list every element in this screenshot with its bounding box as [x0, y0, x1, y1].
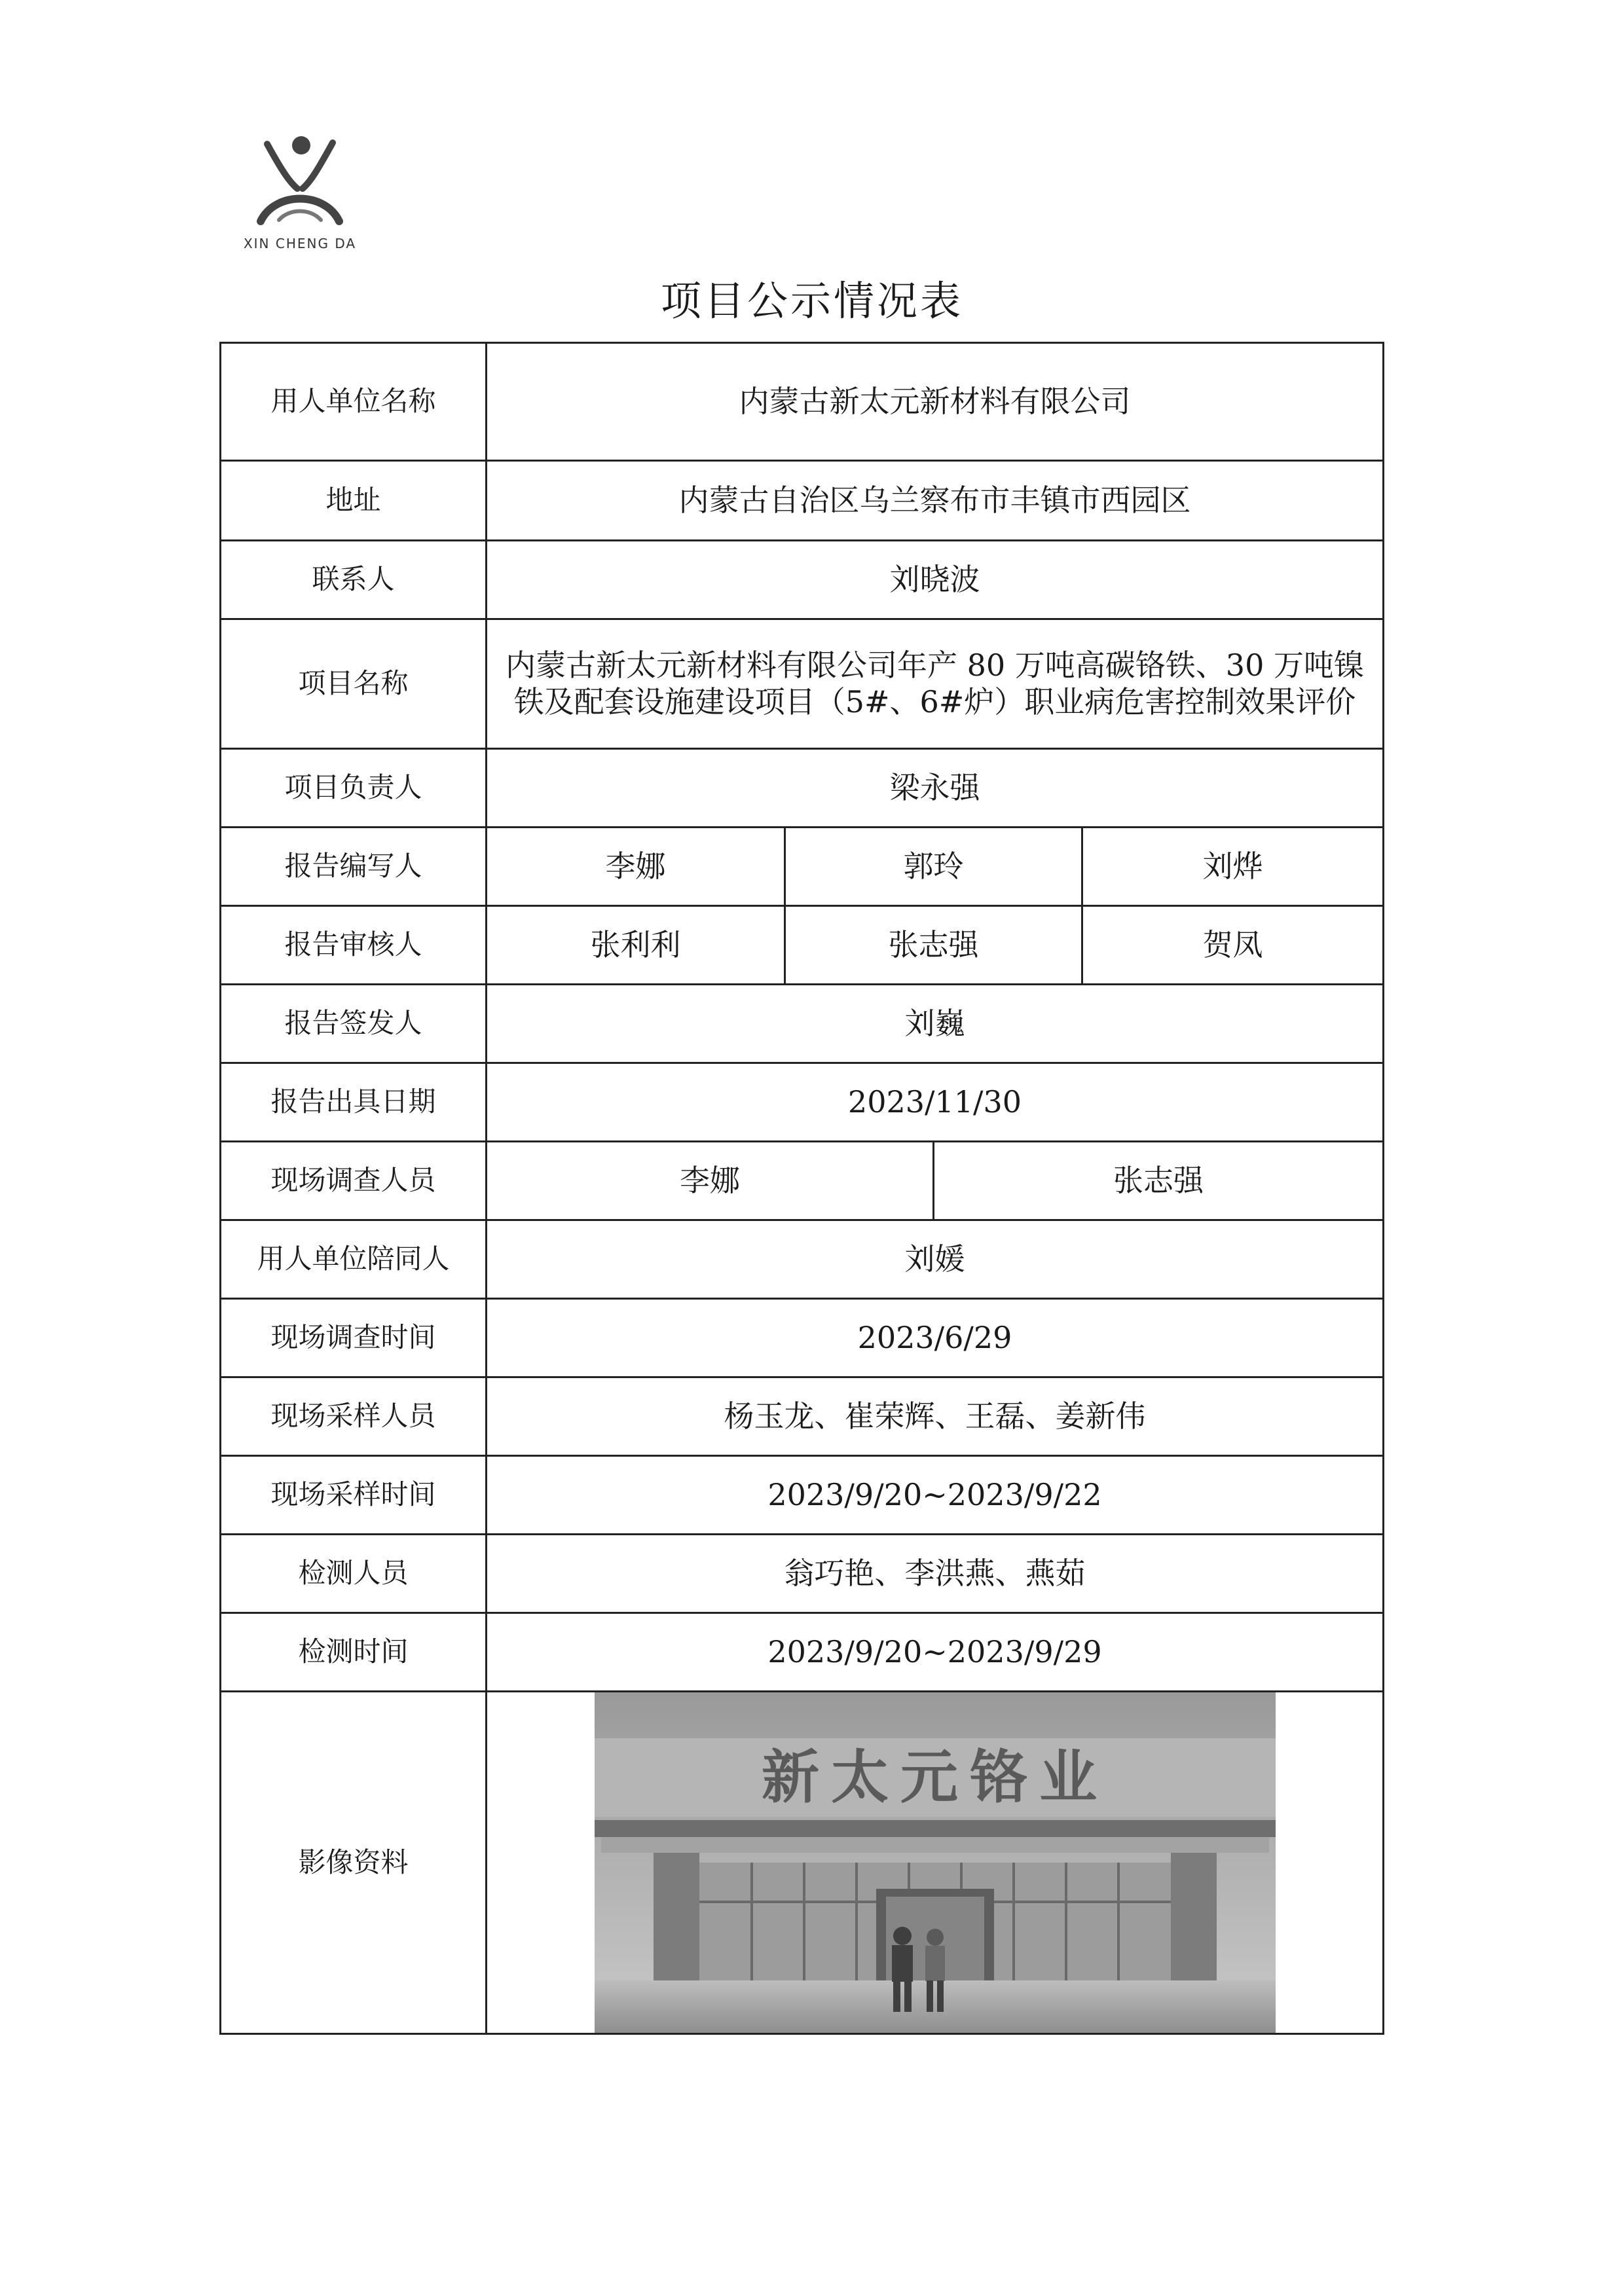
- value-project: 内蒙古新太元新材料有限公司年产 80 万吨高碳铬铁、30 万吨镍铁及配套设施建设项目（5#、6#炉）职业病危害控制效果评价: [487, 619, 1384, 749]
- value-address: 内蒙古自治区乌兰察布市丰镇市西园区: [487, 461, 1384, 541]
- page-title: 项目公示情况表: [660, 277, 963, 325]
- label-surveyors: 现场调查人员: [221, 1142, 487, 1220]
- row-project: [221, 619, 1384, 749]
- row-issue-date: [221, 1063, 1384, 1142]
- reviewer-1: 张利利: [487, 906, 785, 985]
- value-sample-time: 2023/9/20~2023/9/22: [487, 1456, 1384, 1535]
- value-test-time: 2023/9/20~2023/9/29: [487, 1613, 1384, 1692]
- writer-1: 李娜: [487, 828, 785, 906]
- label-project: 项目名称: [221, 619, 487, 749]
- value-leader: 梁永强: [487, 749, 1384, 828]
- site-photo: [595, 1692, 1276, 2033]
- row-issuer: [221, 985, 1384, 1063]
- image-cell: [487, 1692, 1384, 2034]
- logo-text: XIN CHENG DA: [243, 236, 357, 251]
- label-survey-time: 现场调查时间: [221, 1299, 487, 1377]
- row-leader: [221, 749, 1384, 828]
- row-sample-time: [221, 1456, 1384, 1535]
- row-reviewers: [221, 906, 1384, 985]
- label-testers: 检测人员: [221, 1535, 487, 1613]
- label-sample-time: 现场采样时间: [221, 1456, 487, 1535]
- row-address: [221, 461, 1384, 541]
- reviewer-3: 贺凤: [1082, 906, 1384, 985]
- label-contact: 联系人: [221, 541, 487, 619]
- row-survey-time: [221, 1299, 1384, 1377]
- row-writers: [221, 828, 1384, 906]
- value-contact: 刘晓波: [487, 541, 1384, 619]
- value-testers: 翁巧艳、李洪燕、燕茹: [487, 1535, 1384, 1613]
- row-test-time: [221, 1613, 1384, 1692]
- surveyor-1: 李娜: [487, 1142, 934, 1220]
- building-photo-image: [595, 1692, 1276, 2033]
- value-samplers: 杨玉龙、崔荣辉、王磊、姜新伟: [487, 1377, 1384, 1456]
- surveyor-2: 张志强: [934, 1142, 1384, 1220]
- row-testers: [221, 1535, 1384, 1613]
- label-leader: 项目负责人: [221, 749, 487, 828]
- logo-mark-icon: [255, 131, 344, 229]
- label-samplers: 现场采样人员: [221, 1377, 487, 1456]
- label-images: 影像资料: [221, 1692, 487, 2034]
- writer-3: 刘烨: [1082, 828, 1384, 906]
- value-escort: 刘媛: [487, 1220, 1384, 1299]
- label-address: 地址: [221, 461, 487, 541]
- row-contact: [221, 541, 1384, 619]
- reviewer-2: 张志强: [785, 906, 1082, 985]
- writer-2: 郭玲: [785, 828, 1082, 906]
- label-reviewers: 报告审核人: [221, 906, 487, 985]
- project-info-table: [219, 342, 1384, 2035]
- value-issuer: 刘巍: [487, 985, 1384, 1063]
- label-employer: 用人单位名称: [221, 343, 487, 461]
- row-surveyors: [221, 1142, 1384, 1220]
- value-issue-date: 2023/11/30: [487, 1063, 1384, 1142]
- label-writers: 报告编写人: [221, 828, 487, 906]
- label-test-time: 检测时间: [221, 1613, 487, 1692]
- row-employer: [221, 343, 1384, 461]
- value-survey-time: 2023/6/29: [487, 1299, 1384, 1377]
- label-issuer: 报告签发人: [221, 985, 487, 1063]
- company-logo: [241, 131, 359, 255]
- label-escort: 用人单位陪同人: [221, 1220, 487, 1299]
- sign-text: 新太元铬业: [761, 1743, 1109, 1811]
- row-images: [221, 1692, 1384, 2034]
- value-employer: 内蒙古新太元新材料有限公司: [487, 343, 1384, 461]
- label-issue-date: 报告出具日期: [221, 1063, 487, 1142]
- row-samplers: [221, 1377, 1384, 1456]
- row-escort: [221, 1220, 1384, 1299]
